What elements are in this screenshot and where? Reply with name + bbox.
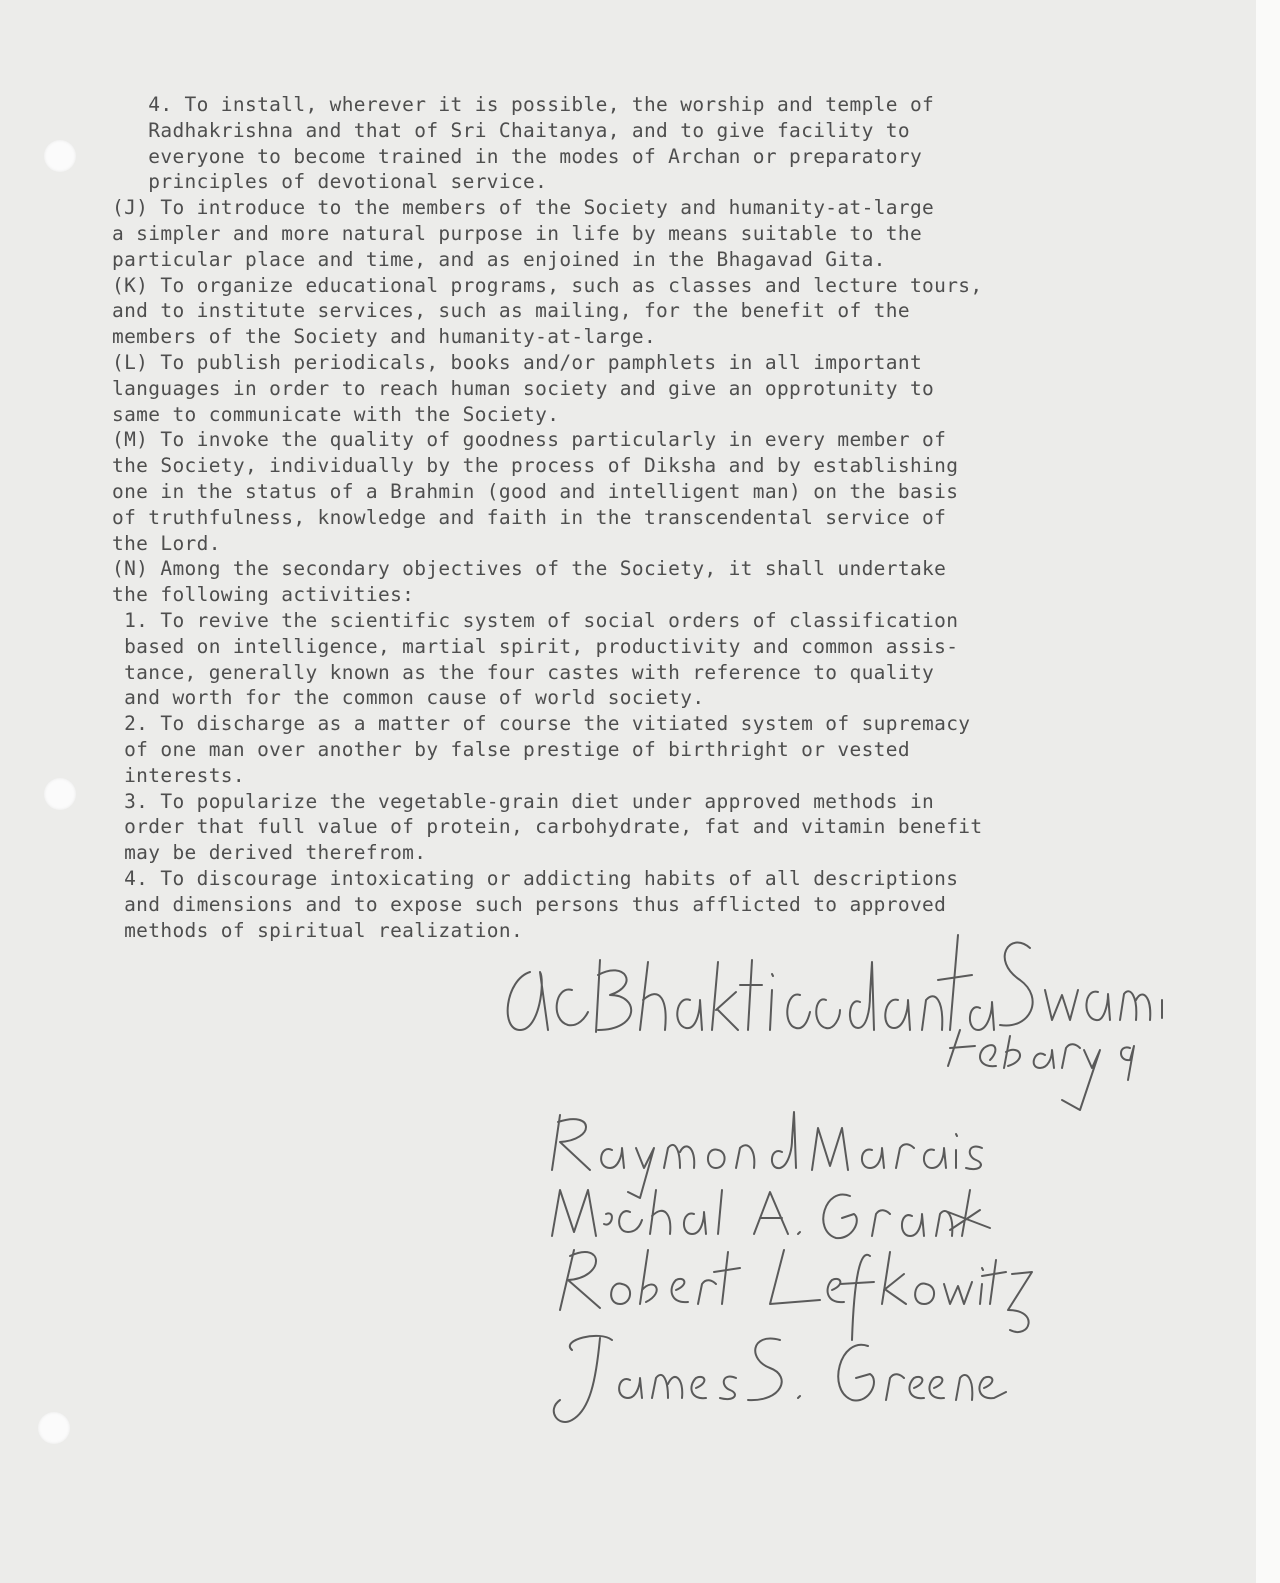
text-line: of truthfulness, knowledge and faith in the transcendental service of xyxy=(112,505,947,529)
text-line: 3. To popularize the vegetable-grain diet under approved methods in xyxy=(112,789,935,813)
text-line: members of the Society and humanity-at-large. xyxy=(112,325,657,349)
text-line: particular place and time, and as enjoined in the Bhagavad Gita. xyxy=(112,247,886,271)
text-line: same to communicate with the Society. xyxy=(112,402,560,426)
text-line: of one man over another by false prestige of birthright or vested xyxy=(112,737,910,761)
text-line: (L) To publish periodicals, books and/or pamphlets in all important xyxy=(112,350,923,374)
text-line: (K) To organize educational programs, such as classes and lecture tours, xyxy=(112,273,983,297)
text-line: and dimensions and to expose such persons thus afflicted to approved xyxy=(112,892,947,916)
text-line: languages in order to reach human society and give an opprotunity to xyxy=(112,376,935,400)
text-line: may be derived therefrom. xyxy=(112,841,427,865)
text-line: everyone to become trained in the modes of Archan or preparatory xyxy=(112,144,923,168)
text-line: order that full value of protein, carbohydrate, fat and vitamin benefit xyxy=(112,815,983,839)
text-line: (J) To introduce to the members of the Society and humanity-at-large xyxy=(112,196,935,220)
text-line: a simpler and more natural purpose in life by means suitable to the xyxy=(112,221,923,245)
text-line: 2. To discharge as a matter of course the vitiated system of supremacy xyxy=(112,712,971,736)
text-line: tance, generally known as the four castes with reference to quality xyxy=(112,660,935,684)
text-line: interests. xyxy=(112,763,245,787)
text-line: (M) To invoke the quality of goodness particularly in every member of xyxy=(112,428,947,452)
text-line: and to institute services, such as mailing, for the benefit of the xyxy=(112,299,910,323)
text-line: 4. To discourage intoxicating or addicting habits of all descriptions xyxy=(112,866,959,890)
text-line: 1. To revive the scientific system of social orders of classification xyxy=(112,608,959,632)
text-line: methods of spiritual realization. xyxy=(112,918,524,942)
text-line: the Lord. xyxy=(112,531,221,555)
text-line: principles of devotional service. xyxy=(112,170,548,194)
text-line: the Society, individually by the process of Diksha and by establishing xyxy=(112,454,959,478)
text-line: 4. To install, wherever it is possible, the worship and temple of xyxy=(112,93,935,116)
text-line: Radhakrishna and that of Sri Chaitanya, and to give facility to xyxy=(112,118,910,142)
text-line: the following activities: xyxy=(112,583,415,607)
text-line: (N) Among the secondary objectives of the Society, it shall undertake xyxy=(112,557,947,581)
text-line: based on intelligence, martial spirit, productivity and common assis- xyxy=(112,634,959,658)
text-line: and worth for the common cause of world society. xyxy=(112,686,705,710)
text-line: one in the status of a Brahmin (good and intelligent man) on the basis xyxy=(112,479,959,503)
